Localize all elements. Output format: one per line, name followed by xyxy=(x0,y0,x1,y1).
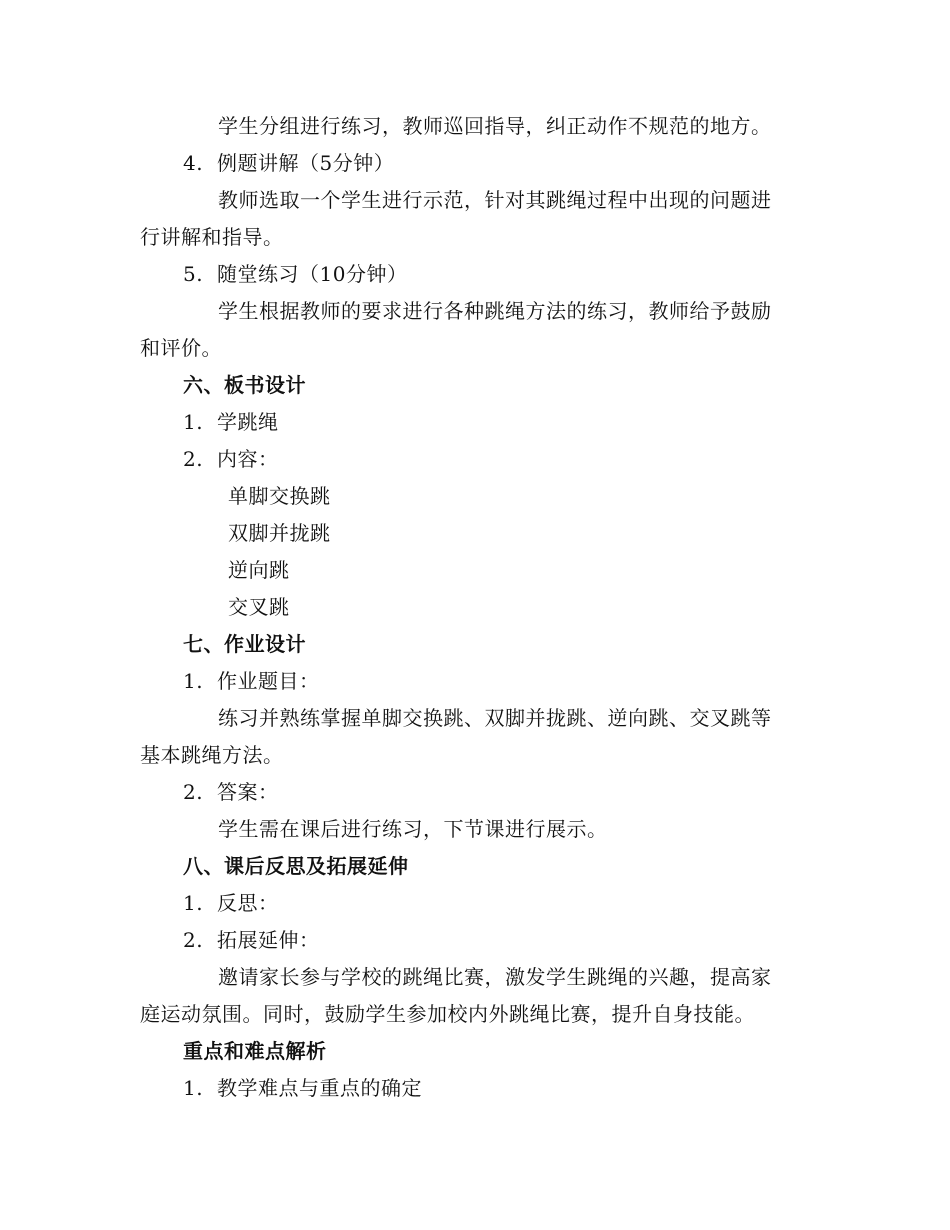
list-text: 学跳绳 xyxy=(217,410,279,434)
list-text: 内容： xyxy=(217,447,279,471)
section-heading: 七、作业设计 xyxy=(183,632,306,656)
list-number: 4. xyxy=(183,151,204,175)
paragraph-line: 和评价。 xyxy=(140,336,222,360)
section-heading: 重点和难点解析 xyxy=(183,1039,327,1063)
paragraph-line: 基本跳绳方法。 xyxy=(140,743,284,767)
section-heading: 八、课后反思及拓展延伸 xyxy=(183,854,409,878)
paragraph-line: 教师选取一个学生进行示范，针对其跳绳过程中出现的问题进 xyxy=(218,188,772,212)
list-number: 2. xyxy=(183,928,204,952)
list-number: 2. xyxy=(183,447,204,471)
list-number: 1. xyxy=(183,669,204,693)
list-number: 1. xyxy=(183,1076,204,1100)
paragraph-line: 邀请家长参与学校的跳绳比赛，激发学生跳绳的兴趣，提高家 xyxy=(218,965,772,989)
paragraph-line: 行讲解和指导。 xyxy=(140,225,284,249)
list-text: 答案： xyxy=(217,780,279,804)
board-item: 逆向跳 xyxy=(228,558,290,582)
section-heading: 六、板书设计 xyxy=(183,373,306,397)
paragraph-line: 学生需在课后进行练习，下节课进行展示。 xyxy=(218,817,608,841)
board-item: 单脚交换跳 xyxy=(228,484,331,508)
list-text: 例题讲解（5分钟） xyxy=(217,151,395,175)
list-number: 1. xyxy=(183,891,204,915)
list-item xyxy=(183,148,394,178)
list-item xyxy=(183,666,320,696)
paragraph-line: 庭运动氛围。同时，鼓励学生参加校内外跳绳比赛，提升自身技能。 xyxy=(140,1002,755,1026)
board-item: 交叉跳 xyxy=(228,595,290,619)
list-item xyxy=(183,777,279,807)
list-text: 教学难点与重点的确定 xyxy=(217,1076,422,1100)
paragraph-line: 学生根据教师的要求进行各种跳绳方法的练习，教师给予鼓励 xyxy=(218,299,772,323)
list-item xyxy=(183,259,407,289)
list-number: 2. xyxy=(183,780,204,804)
paragraph-line: 练习并熟练掌握单脚交换跳、双脚并拢跳、逆向跳、交叉跳等 xyxy=(218,706,772,730)
paragraph-line: 学生分组进行练习，教师巡回指导，纠正动作不规范的地方。 xyxy=(218,114,772,138)
list-number: 1. xyxy=(183,410,204,434)
list-item xyxy=(183,1073,422,1103)
list-item xyxy=(183,407,279,437)
list-item xyxy=(183,925,320,955)
list-text: 反思： xyxy=(217,891,279,915)
list-item xyxy=(183,444,279,474)
list-text: 拓展延伸： xyxy=(217,928,320,952)
list-item xyxy=(183,888,279,918)
list-text: 随堂练习（10分钟） xyxy=(217,262,408,286)
list-text: 作业题目： xyxy=(217,669,320,693)
list-number: 5. xyxy=(183,262,204,286)
board-item: 双脚并拢跳 xyxy=(228,521,331,545)
